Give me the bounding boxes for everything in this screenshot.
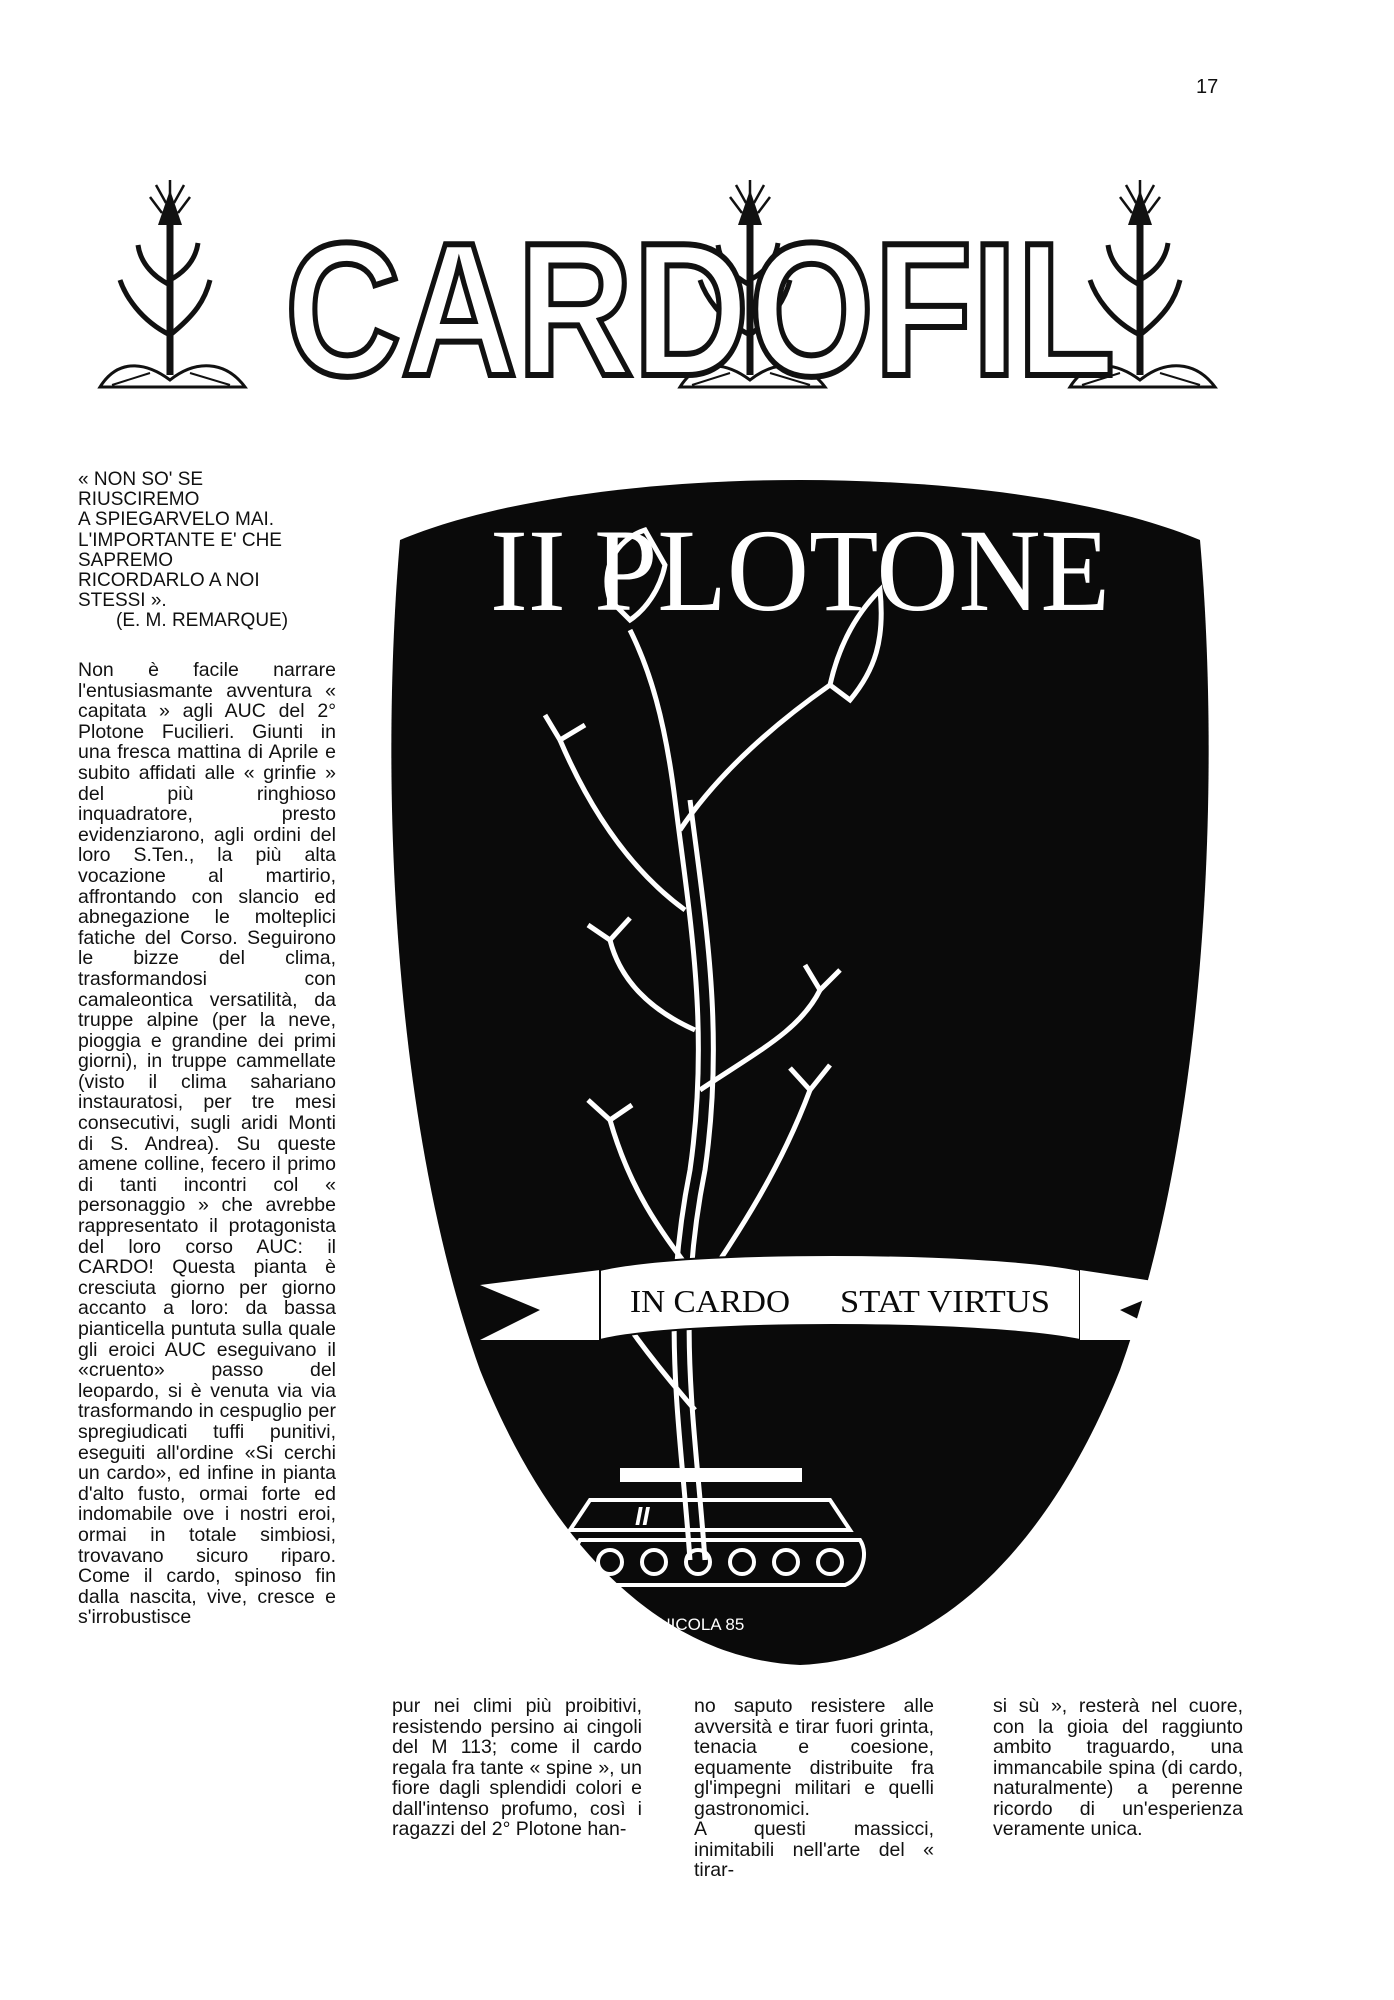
shield-title: II PLOTONE <box>490 505 1110 636</box>
article-text: no saputo resistere alle avversità e tirar fuori grinta, tenacia e coesione, equamente distribuite fra gl'impegni militari e quelli gastronomici. <box>694 1695 934 1820</box>
shield-shape <box>391 480 1208 1665</box>
masthead-illustration <box>80 140 1220 440</box>
article-text: pur nei climi più proibitivi, resistendo persino ai cingoli del M 113; come il cardo regala fra tante « spine », un fiore dagli splendidi colori e dall'intenso profumo, così i ragazzi del 2° Plotone han- <box>392 1695 642 1840</box>
quote-line: « NON SO' SE <box>78 469 204 490</box>
quote-line: A SPIEGARVELO MAI. <box>78 509 275 531</box>
article-column-3 <box>694 1696 934 1881</box>
masthead <box>80 140 1220 440</box>
article-text: si sù », resterà nel cuore, con la gioia del raggiunto ambito traguardo, una immancabile spina (di cardo, naturalmente) a perenne ricordo di un'esperienza veramente unica. <box>993 1695 1243 1840</box>
article-column-4 <box>993 1696 1243 1840</box>
page-number: 17 <box>1196 76 1219 98</box>
shield-emblem <box>360 470 1240 1670</box>
artist-signature: DE NICOLA 85 <box>630 1615 745 1634</box>
article-text: A questi massicci, inimitabili nell'arte del « tirar- <box>694 1818 934 1881</box>
thistle-left-icon <box>100 180 245 387</box>
article-column-1 <box>78 660 336 1628</box>
quote-attribution: (E. M. REMARQUE) <box>116 610 289 632</box>
quote-line: SAPREMO <box>78 549 174 571</box>
quote-line: RICORDARLO A NOI <box>78 570 260 592</box>
motto-left: IN CARDO <box>630 1283 790 1319</box>
article-column-2 <box>392 1696 642 1840</box>
quote-line: L'IMPORTANTE E' CHE <box>78 529 282 551</box>
masthead-title: CARDOFIL <box>285 204 1115 416</box>
quote-line: RIUSCIREMO <box>78 489 200 511</box>
platoon-shield <box>360 470 1240 1670</box>
quote-line: STESSI ». <box>78 590 167 612</box>
tank-marking: II <box>635 1501 650 1531</box>
opening-quote <box>78 470 348 632</box>
motto-right: STAT VIRTUS <box>840 1283 1050 1319</box>
article-text: Non è facile narrare l'entusiasmante avventura « capitata » agli AUC del 2° Plotone Fucilieri. Giunti in una fresca mattina di Aprile e subito affidati alle « grinfie » del più ringhioso inquadratore, presto evidenziarono, agli ordini del loro S.Ten., la più alta vocazione al martirio, affrontando con slancio ed abnegazione le molteplici fatiche del Corso. Seguirono le bizze del clima, trasformandosi con camaleontica versatilità, da truppe alpine (per la neve, pioggia e grandine dei primi giorni), in truppe cammellate (visto il clima sahariano instauratosi, per tre mesi consecutivi, sugli aridi Monti di S. Andrea). Su queste amene colline, fecero il primo di tanti incontri col « personaggio » che avrebbe rappresentato il protagonista del loro corso AUC: il CARDO! Questa pianta è cresciuta giorno per giorno accanto a loro: da bassa pianticella puntuta sulla quale gli eroici AUC eseguivano il «cruento» passo del leopardo, si è venuta via via trasformando in cespuglio per spregiudicati tuffi punitivi, eseguiti all'ordine «Si cerchi un cardo», ed infine in pianta d'alto fusto, ormai forte ed indomabile ove i nostri eroi, ormai in totale simbiosi, trovavano sicuro riparo. Come il cardo, spinoso fin dalla nascita, vive, cresce e s'irrobustisce <box>78 659 336 1629</box>
